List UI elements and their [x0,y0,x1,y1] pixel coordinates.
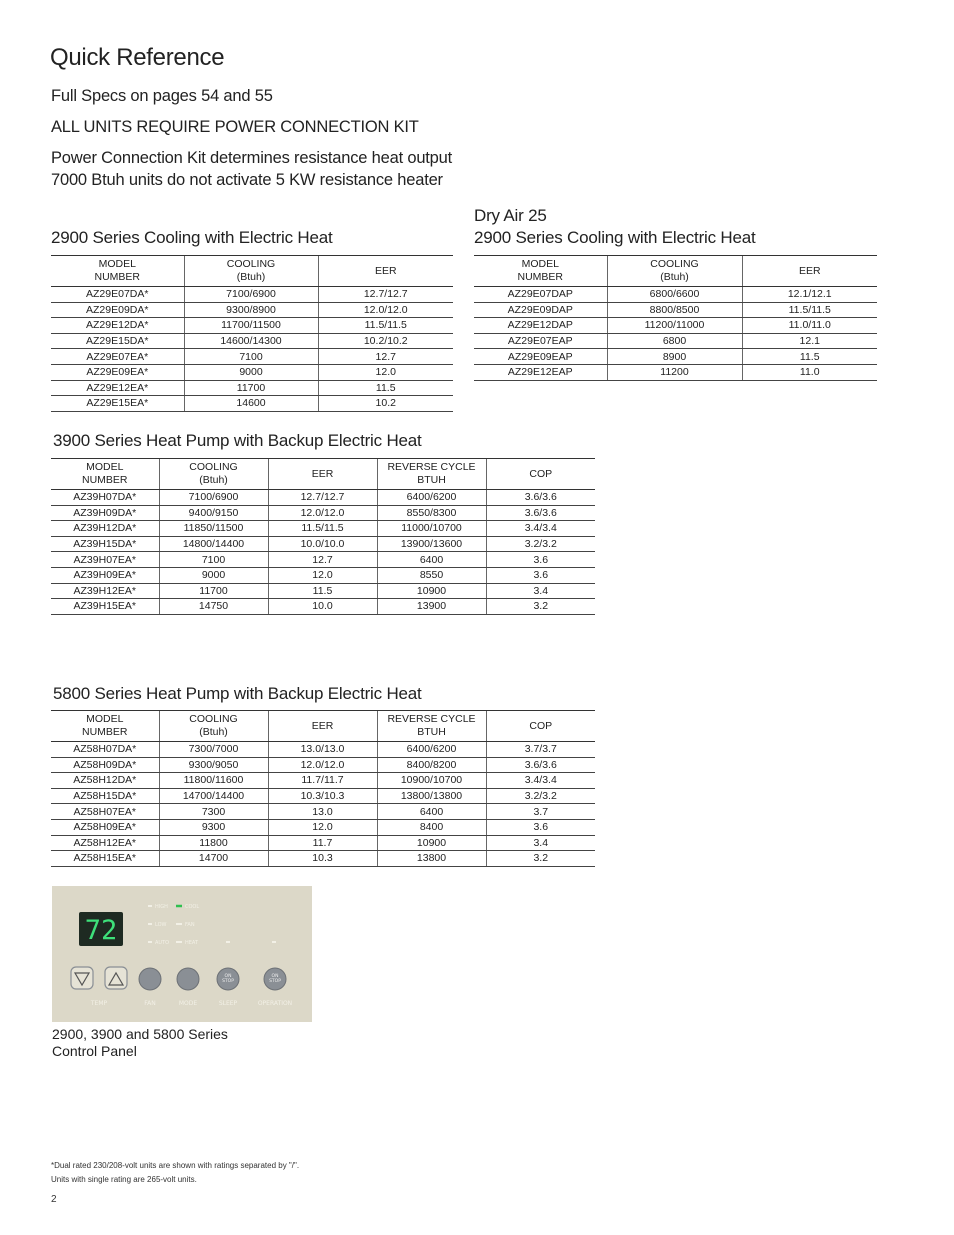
table-cell: 12.7/12.7 [268,490,377,506]
table-cell: AZ29E07EA* [51,349,184,365]
table-row [51,851,595,867]
table-cell: 6800 [607,333,742,349]
table-cell: 10.0/10.0 [268,536,377,552]
column-header: COOLING (Btuh) [607,256,742,287]
table-cell: 9300/9050 [159,757,268,773]
table-cell: 3.6 [486,567,595,583]
table-cell: 3.2 [486,599,595,615]
table-cell: 12.0/12.0 [268,505,377,521]
table-cell: 11700/11500 [184,318,318,334]
table-3900-title: 3900 Series Heat Pump with Backup Electric Heat [53,431,422,450]
table-cell: 14750 [159,599,268,615]
table-cell: 14700/14400 [159,788,268,804]
table-cell: 12.0/12.0 [268,757,377,773]
table-cell: AZ58H15EA* [51,851,159,867]
column-header: COOLING (Btuh) [159,711,268,742]
table-row [474,287,877,303]
table-cell: 3.2 [486,851,595,867]
table-cell: 13.0/13.0 [268,742,377,758]
table-cell: 11.5/11.5 [268,521,377,537]
table-cell: 10900 [377,835,486,851]
table-cell: 11.0/11.0 [742,318,877,334]
column-header: EER [318,256,453,287]
indicator-auto: AUTO [155,940,170,946]
table-cell: AZ29E07DA* [51,287,184,303]
column-header: REVERSE CYCLE BTUH [377,711,486,742]
table-cell: 8800/8500 [607,302,742,318]
table-cell: 11850/11500 [159,521,268,537]
table-cell: 12.1 [742,333,877,349]
table-cell: 10.3 [268,851,377,867]
table-cell: AZ58H07EA* [51,804,159,820]
table-cell: 12.1/12.1 [742,287,877,303]
column-header: COOLING (Btuh) [159,459,268,490]
table-row [51,773,595,789]
table-cell: AZ39H15EA* [51,599,159,615]
table-cell: 3.2/3.2 [486,788,595,804]
table-cell: 3.6/3.6 [486,490,595,506]
table-cell: 11.5 [268,583,377,599]
table-cell: 12.7 [268,552,377,568]
table-cell: 12.0 [318,364,453,380]
table-cell: 3.4 [486,583,595,599]
column-header: MODEL NUMBER [474,256,607,287]
table-cell: 10.2/10.2 [318,333,453,349]
table-cell: 13900 [377,599,486,615]
indicator-cool: COOL [185,904,200,910]
table-cell: 3.2/3.2 [486,536,595,552]
table-cell: AZ39H09EA* [51,567,159,583]
table-cell: 7100/6900 [159,490,268,506]
table-cell: 11.5 [318,380,453,396]
table-row [51,333,453,349]
table-cell: AZ29E09EAP [474,349,607,365]
table-row [51,819,595,835]
table-cell: 14700 [159,851,268,867]
table-cell: AZ29E12DAP [474,318,607,334]
footnote-dual-rated: *Dual rated 230/208-volt units are shown with ratings separated by "/". [51,1161,300,1170]
footnote-single-rated: Units with single rating are 265-volt units. [51,1175,197,1184]
table-row [51,835,595,851]
table-cell: AZ29E15DA* [51,333,184,349]
label-operation: OPERATION [257,1000,293,1007]
table-cell: 8400/8200 [377,757,486,773]
page-number: 2 [51,1194,57,1205]
operation-button-face: ON STOP [269,974,281,984]
table-row [51,364,453,380]
table-cell: AZ29E09DAP [474,302,607,318]
indicator-high: HIGH [155,904,168,910]
table-cell: AZ39H07DA* [51,490,159,506]
table-cell: 13800 [377,851,486,867]
column-header: EER [742,256,877,287]
resistance-heater-note: 7000 Btuh units do not activate 5 KW resistance heater [51,171,443,189]
table-row [474,318,877,334]
table-cell: AZ29E07DAP [474,287,607,303]
table-cell: 7100/6900 [184,287,318,303]
table-row [51,583,595,599]
table-row [51,396,453,412]
table-5800 [51,710,595,867]
table-cell: 13.0 [268,804,377,820]
table-cell: 9400/9150 [159,505,268,521]
table-cell: AZ29E07EAP [474,333,607,349]
column-header: EER [268,711,377,742]
table-cell: 10.2 [318,396,453,412]
indicator-low: LOW [155,922,167,928]
table-3900 [51,458,595,615]
table-5800-title: 5800 Series Heat Pump with Backup Electric Heat [53,684,422,703]
table-row [51,552,595,568]
table-cell: 11.7 [268,835,377,851]
table-cell: 11200/11000 [607,318,742,334]
table-row [51,536,595,552]
table-cell: 11000/10700 [377,521,486,537]
table-cell: AZ58H09EA* [51,819,159,835]
table-cell: 3.4 [486,835,595,851]
table-cell: 10.3/10.3 [268,788,377,804]
temp-up-button[interactable] [105,967,127,989]
table-cell: 11.5/11.5 [742,302,877,318]
fan-button[interactable] [139,968,161,990]
table-cell: AZ29E09EA* [51,364,184,380]
table-cell: 10900 [377,583,486,599]
table-row [51,318,453,334]
power-kit-requirement: ALL UNITS REQUIRE POWER CONNECTION KIT [51,118,419,136]
table-row [51,521,595,537]
label-temp: TEMP [90,1000,108,1007]
table-cell: 3.6 [486,819,595,835]
table-cell: 7100 [184,349,318,365]
page-title: Quick Reference [50,44,225,71]
table-cell: 3.6 [486,552,595,568]
table-row [474,364,877,380]
table-cell: 3.7 [486,804,595,820]
column-header: COP [486,711,595,742]
table-cell: 10.0 [268,599,377,615]
indicator-heat: HEAT [185,940,199,946]
table-cell: 12.7/12.7 [318,287,453,303]
table-cell: 7100 [159,552,268,568]
table-cell: 6400/6200 [377,490,486,506]
column-header: MODEL NUMBER [51,459,159,490]
table-cell: 14600/14300 [184,333,318,349]
table-cell: 12.0 [268,819,377,835]
table-cell: 3.4/3.4 [486,773,595,789]
display-digits: 72 [84,915,118,946]
table-row [51,490,595,506]
table-cell: AZ29E15EA* [51,396,184,412]
table-cell: 12.7 [318,349,453,365]
table-cell: AZ58H12EA* [51,835,159,851]
table-cell: 9300/8900 [184,302,318,318]
table-cell: 10900/10700 [377,773,486,789]
table-cell: AZ39H15DA* [51,536,159,552]
table-row [51,287,453,303]
table-cell: 3.6/3.6 [486,505,595,521]
indicator-fan: FAN [185,922,195,928]
table-cell: 8900 [607,349,742,365]
table-row [474,302,877,318]
table-cell: 9000 [184,364,318,380]
table-row [51,788,595,804]
table-row [474,333,877,349]
table-row [51,380,453,396]
table-dryair-title: 2900 Series Cooling with Electric Heat [474,228,756,247]
table-cell: AZ58H09DA* [51,757,159,773]
table-cell: 7300/7000 [159,742,268,758]
table-cell: AZ58H12DA* [51,773,159,789]
table-cell: 11.5 [742,349,877,365]
spec-pages-note: Full Specs on pages 54 and 55 [51,87,273,105]
table-cell: 6400 [377,804,486,820]
table-2900-title: 2900 Series Cooling with Electric Heat [51,228,333,247]
label-fan: FAN [144,1000,156,1007]
column-header: COP [486,459,595,490]
sleep-button-face: ON STOP [222,974,234,984]
table-cell: 12.0 [268,567,377,583]
table-cell: AZ29E12DA* [51,318,184,334]
control-panel-image [52,886,312,1022]
table-cell: 6400/6200 [377,742,486,758]
table-cell: AZ39H12EA* [51,583,159,599]
label-sleep: SLEEP [218,1000,238,1007]
table-cell: 11200 [607,364,742,380]
table-cell: 7300 [159,804,268,820]
table-cell: 13900/13600 [377,536,486,552]
table-cell: AZ29E12EAP [474,364,607,380]
mode-button[interactable] [177,968,199,990]
table-cell: 8400 [377,819,486,835]
dry-air-label: Dry Air 25 [474,206,547,225]
table-row [51,742,595,758]
table-cell: 11.5/11.5 [318,318,453,334]
table-cell: 11.7/11.7 [268,773,377,789]
table-cell: 3.7/3.7 [486,742,595,758]
table-cell: 14600 [184,396,318,412]
table-cell: 14800/14400 [159,536,268,552]
table-row [51,302,453,318]
table-row [51,599,595,615]
column-header: MODEL NUMBER [51,256,184,287]
table-cell: 12.0/12.0 [318,302,453,318]
table-row [51,804,595,820]
table-dryair [474,255,877,381]
table-row [474,349,877,365]
table-row [51,567,595,583]
table-cell: 11700 [159,583,268,599]
column-header: EER [268,459,377,490]
table-cell: 3.6/3.6 [486,757,595,773]
table-row [51,505,595,521]
table-cell: AZ58H15DA* [51,788,159,804]
label-mode: MODE [178,1000,198,1007]
table-cell: 6400 [377,552,486,568]
table-cell: 11700 [184,380,318,396]
table-cell: 13800/13800 [377,788,486,804]
table-cell: 3.4/3.4 [486,521,595,537]
table-cell: AZ39H12DA* [51,521,159,537]
table-cell: AZ39H07EA* [51,552,159,568]
column-header: COOLING (Btuh) [184,256,318,287]
column-header: REVERSE CYCLE BTUH [377,459,486,490]
control-panel-caption: 2900, 3900 and 5800 Series Control Panel [52,1026,228,1059]
table-row [51,757,595,773]
temp-down-button[interactable] [71,967,93,989]
table-2900 [51,255,453,412]
table-row [51,349,453,365]
table-cell: 11800/11600 [159,773,268,789]
column-header: MODEL NUMBER [51,711,159,742]
table-cell: 9000 [159,567,268,583]
table-cell: 11.0 [742,364,877,380]
table-cell: AZ58H07DA* [51,742,159,758]
table-cell: AZ29E12EA* [51,380,184,396]
table-cell: 9300 [159,819,268,835]
table-cell: AZ29E09DA* [51,302,184,318]
table-cell: AZ39H09DA* [51,505,159,521]
table-cell: 6800/6600 [607,287,742,303]
control-panel-drawing [52,886,312,1022]
power-kit-note: Power Connection Kit determines resistance heat output [51,149,453,167]
table-cell: 8550/8300 [377,505,486,521]
table-cell: 8550 [377,567,486,583]
table-cell: 11800 [159,835,268,851]
